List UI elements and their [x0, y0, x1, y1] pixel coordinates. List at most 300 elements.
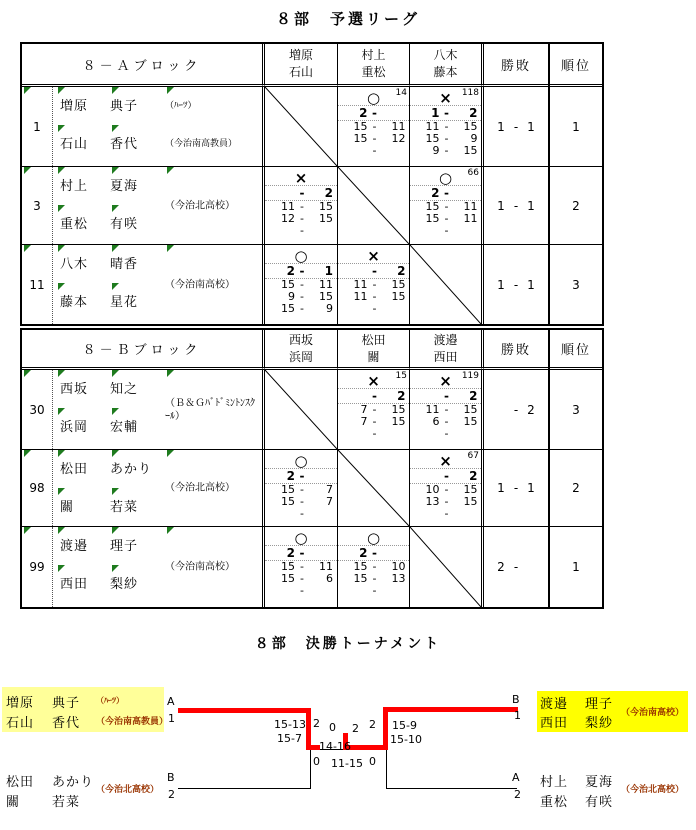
rank-header: 順位	[550, 330, 602, 370]
seed-number: 2	[168, 788, 175, 801]
wins: 1	[497, 198, 505, 213]
losses: 1	[527, 198, 535, 213]
dash: -	[444, 186, 449, 200]
block-b-table	[20, 328, 604, 609]
player-surname: 關	[6, 795, 21, 810]
comment-marker-icon	[58, 408, 65, 415]
wins: 1	[497, 119, 505, 134]
game-score	[269, 585, 295, 597]
club-name: （今治南高教員）	[165, 139, 238, 149]
game-score: 15	[281, 560, 295, 573]
game-score: 15	[353, 572, 368, 585]
result-mark: ×	[439, 372, 452, 390]
game-score: 15	[281, 302, 295, 315]
result-mark: ×	[294, 169, 308, 187]
team-cell	[22, 245, 262, 324]
player-givenname: 梨紗	[585, 716, 614, 731]
winner-path	[383, 707, 388, 750]
club-name: （今治南高教員）	[96, 717, 169, 727]
block-tag: A	[167, 695, 175, 708]
match-number: 118	[461, 88, 479, 98]
dash: -	[300, 572, 304, 585]
winloss-cell	[484, 167, 548, 245]
opponent-name: 藤本	[433, 65, 458, 79]
games-lost: 2	[397, 264, 406, 278]
game-score: 15	[319, 290, 333, 303]
opponent-name: 増原	[288, 48, 313, 62]
games-tally: 0	[329, 721, 336, 734]
dash: -	[444, 144, 449, 157]
comment-marker-icon	[24, 527, 31, 534]
comment-marker-icon	[24, 450, 31, 457]
game-score: 15	[391, 290, 406, 303]
losses: 1	[527, 277, 535, 292]
player-givenname: あかり	[52, 775, 95, 790]
game-score: 15	[319, 212, 333, 225]
dash: -	[372, 120, 377, 133]
games-lost: 2	[324, 186, 333, 200]
match-result-cell	[337, 527, 409, 607]
club-name: （今治北高校）	[96, 785, 160, 795]
bracket-line	[386, 788, 517, 789]
comment-marker-icon	[167, 450, 174, 457]
game-score: 15	[319, 200, 333, 213]
games-won	[342, 389, 368, 403]
dash: -	[444, 427, 449, 440]
player-givenname: 宏輔	[110, 420, 139, 435]
player-givenname: 知之	[110, 382, 139, 397]
rank-cell: 2	[550, 167, 602, 245]
comment-marker-icon	[167, 527, 174, 534]
result-mark: ×	[439, 89, 452, 107]
winloss-header: 勝敗	[484, 330, 548, 370]
match-result-cell	[265, 245, 337, 324]
opponent-name: 浜岡	[288, 349, 313, 364]
player-surname: 村上	[540, 775, 569, 790]
entry-number: 3	[33, 198, 41, 213]
game-score: 7	[360, 415, 368, 428]
dash: -	[513, 481, 519, 495]
winner-path	[383, 707, 518, 712]
comment-marker-icon	[58, 527, 65, 534]
game-score	[309, 508, 333, 520]
result-mark: ×	[367, 372, 380, 390]
bracket-team-murakami-shigematsu	[537, 766, 688, 811]
losses: 1	[527, 119, 535, 134]
game-score: 15	[281, 278, 295, 291]
match-score: 15-10	[390, 733, 422, 746]
opponent-header	[409, 330, 481, 370]
game-score	[382, 585, 406, 597]
game-score	[342, 428, 368, 440]
result-mark: ○	[294, 529, 308, 547]
game-score: 11	[463, 212, 478, 225]
games-lost	[382, 546, 406, 560]
games-lost	[454, 186, 478, 200]
match-score: 15-9	[392, 719, 417, 732]
match-result-cell	[409, 370, 481, 450]
bracket-team-masuhara-ishiyama	[2, 687, 169, 732]
game-score	[382, 303, 406, 315]
comment-marker-icon	[58, 283, 65, 290]
player-surname: 關	[60, 500, 75, 515]
games-lost: 2	[397, 389, 406, 403]
opponent-header	[337, 330, 409, 370]
seed-number: 2	[514, 788, 521, 801]
dash: -	[513, 277, 519, 292]
result-mark: ×	[439, 452, 452, 470]
comment-marker-icon	[112, 408, 119, 415]
result-mark: ○	[294, 247, 308, 265]
losses: 2	[527, 402, 535, 417]
game-score: 11	[463, 200, 478, 213]
player-givenname: 理子	[110, 539, 139, 554]
game-score: 15	[463, 495, 478, 508]
diagonal-cell	[337, 450, 409, 527]
wins: 1	[497, 277, 505, 292]
opponent-header	[265, 330, 337, 370]
wins: 1	[497, 481, 505, 495]
game-score	[454, 225, 478, 237]
game-score	[309, 225, 333, 237]
dash: -	[372, 415, 377, 428]
player-surname: 浜岡	[60, 420, 89, 435]
dash: -	[444, 415, 449, 428]
wins: 2	[497, 560, 505, 574]
game-score: 15	[425, 200, 440, 213]
player-surname: 増原	[60, 99, 89, 114]
comment-marker-icon	[58, 167, 65, 174]
entry-number: 11	[29, 277, 45, 292]
game-score: 13	[425, 495, 440, 508]
games-won: 2	[431, 186, 440, 200]
game-score: 9	[326, 302, 333, 315]
comment-marker-icon	[167, 245, 174, 252]
rank-cell: 1	[572, 560, 580, 574]
games-won: 2	[286, 469, 295, 483]
games-lost	[309, 469, 333, 483]
dash: -	[372, 144, 377, 157]
winloss-cell	[484, 87, 548, 167]
team-cell	[22, 87, 262, 167]
comment-marker-icon	[24, 245, 31, 252]
game-score: 10	[425, 483, 440, 496]
game-score	[414, 428, 440, 440]
dash: -	[372, 264, 377, 278]
game-score: 7	[360, 403, 368, 416]
club-name: （今治北高校）	[621, 785, 685, 795]
game-score	[342, 303, 368, 315]
entry-number: 30	[29, 402, 45, 417]
comment-marker-icon	[112, 245, 119, 252]
winloss-cell	[484, 245, 548, 324]
player-givenname: 若菜	[52, 795, 81, 810]
seed-number: 1	[168, 712, 175, 725]
game-score: 7	[326, 495, 333, 508]
games-won: 2	[286, 264, 295, 278]
comment-marker-icon	[167, 167, 174, 174]
game-score	[342, 585, 368, 597]
game-score: 15	[281, 495, 295, 508]
games-lost: 2	[469, 389, 478, 403]
games-tally: 2	[369, 718, 376, 731]
winner-path	[306, 745, 320, 750]
rank-cell: 2	[550, 450, 602, 527]
opponent-name: 渡邉	[433, 332, 458, 347]
dash: -	[300, 290, 304, 303]
game-score	[382, 428, 406, 440]
game-score	[342, 145, 368, 157]
match-number: 14	[395, 88, 407, 98]
game-score: 9	[470, 132, 478, 145]
diagonal-cell	[409, 245, 481, 324]
game-score: 15	[425, 132, 440, 145]
player-surname: 西坂	[60, 382, 89, 397]
opponent-name: 西坂	[288, 332, 313, 347]
match-score: 11-15	[331, 757, 363, 770]
dash: -	[300, 278, 304, 291]
player-surname: 重松	[540, 795, 569, 810]
block-tag: A	[512, 771, 520, 784]
opponent-header	[337, 44, 409, 87]
player-givenname: 香代	[110, 137, 139, 152]
dash: -	[372, 560, 377, 573]
game-score	[269, 508, 295, 520]
diagonal-cell	[409, 527, 481, 607]
game-score: 11	[353, 290, 368, 303]
dash: -	[372, 546, 377, 560]
match-score: 14-16	[319, 740, 351, 753]
dash: -	[444, 106, 449, 120]
dash: -	[372, 389, 377, 403]
opponent-header	[409, 44, 481, 87]
opponent-name: 西田	[433, 349, 458, 364]
rank-cell: 1	[550, 87, 602, 167]
match-result-cell	[409, 87, 481, 167]
dash: -	[372, 302, 377, 315]
comment-marker-icon	[112, 488, 119, 495]
game-score: 15	[463, 120, 478, 133]
dash: -	[300, 200, 304, 213]
dash: -	[372, 278, 377, 291]
player-surname: 村上	[60, 179, 89, 194]
match-result-cell	[337, 245, 409, 324]
dash: -	[513, 402, 519, 417]
player-givenname: 夏海	[585, 775, 614, 790]
entry-number: 1	[33, 119, 41, 134]
games-lost: 2	[469, 469, 478, 483]
team-cell	[22, 167, 262, 245]
opponent-name: 關	[367, 349, 380, 364]
comment-marker-icon	[112, 450, 119, 457]
dash: -	[372, 403, 377, 416]
result-mark: ○	[294, 452, 308, 470]
comment-marker-icon	[24, 87, 31, 94]
match-number: 119	[461, 371, 479, 381]
match-number: 66	[467, 168, 479, 178]
dash: -	[444, 132, 449, 145]
bracket-team-matsuda-seki	[2, 766, 164, 811]
game-score: 6	[432, 415, 440, 428]
game-score: 11	[425, 403, 440, 416]
entry-number: 98	[29, 481, 45, 495]
seed-number: 1	[514, 709, 521, 722]
team-cell	[22, 370, 262, 450]
winner-path	[306, 708, 311, 750]
team-cell	[22, 527, 262, 607]
game-score: 11	[319, 560, 333, 573]
block-tag: B	[512, 693, 520, 706]
dash: -	[299, 186, 305, 200]
dash: -	[300, 212, 304, 225]
player-surname: 西田	[60, 577, 89, 592]
winner-path	[178, 708, 311, 713]
result-mark: ○	[438, 169, 453, 187]
player-givenname: 有咲	[110, 217, 139, 232]
bracket-line	[178, 788, 310, 789]
game-score	[454, 428, 478, 440]
player-surname: 石山	[60, 137, 89, 152]
game-score: 7	[326, 483, 333, 496]
result-mark: ○	[366, 529, 381, 547]
match-result-cell	[265, 450, 337, 527]
dash: -	[444, 469, 449, 483]
diagonal-cell	[265, 87, 337, 167]
games-lost: 1	[324, 264, 333, 278]
game-score: 15	[463, 403, 478, 416]
dash: -	[372, 584, 377, 597]
dash: -	[372, 290, 377, 303]
block-tag: B	[167, 771, 175, 784]
dash: -	[300, 495, 304, 508]
player-givenname: 有咲	[585, 795, 614, 810]
club-name: （今治南高校）	[621, 708, 685, 718]
opponent-name: 石山	[288, 65, 313, 79]
dash: -	[513, 198, 519, 213]
game-score: 15	[281, 572, 295, 585]
game-score	[309, 585, 333, 597]
dash: -	[444, 212, 449, 225]
dash: -	[513, 560, 519, 574]
comment-marker-icon	[58, 488, 65, 495]
block-a-table	[20, 42, 604, 326]
comment-marker-icon	[112, 87, 119, 94]
games-won: 2	[359, 546, 368, 560]
comment-marker-icon	[112, 370, 119, 377]
game-score: 11	[425, 120, 440, 133]
dash: -	[444, 120, 449, 133]
dash: -	[300, 224, 304, 237]
player-givenname: 典子	[110, 99, 139, 114]
match-score: 15-7	[277, 732, 302, 745]
dash: -	[300, 584, 304, 597]
games-won	[342, 264, 368, 278]
games-tally: 2	[313, 717, 320, 730]
game-score: 15	[353, 120, 368, 133]
comment-marker-icon	[112, 125, 119, 132]
opponent-name: 八木	[433, 48, 458, 62]
game-score: 11	[281, 200, 295, 213]
final-tournament-title: ８部 決勝トーナメント	[254, 636, 442, 652]
match-score: 15-13	[274, 718, 306, 731]
games-won	[414, 389, 440, 403]
game-score: 11	[391, 120, 406, 133]
game-score: 6	[326, 572, 333, 585]
game-score: 15	[391, 278, 406, 291]
comment-marker-icon	[112, 283, 119, 290]
opponent-name: 松田	[361, 332, 386, 347]
player-surname: 西田	[540, 716, 569, 731]
game-score: 15	[463, 144, 478, 157]
match-result-cell	[337, 370, 409, 450]
player-surname: 重松	[60, 217, 89, 232]
game-score: 15	[463, 483, 478, 496]
opponent-name: 重松	[361, 65, 386, 79]
game-score: 10	[391, 560, 406, 573]
wins	[493, 403, 509, 417]
player-givenname: 若菜	[110, 500, 139, 515]
comment-marker-icon	[112, 167, 119, 174]
diagonal-cell	[265, 370, 337, 450]
games-tally: 0	[369, 755, 376, 768]
comment-marker-icon	[24, 370, 31, 377]
match-result-cell	[265, 527, 337, 607]
game-score: 9	[288, 290, 295, 303]
game-score: 15	[353, 560, 368, 573]
comment-marker-icon	[58, 370, 65, 377]
club-name: （ﾊｰﾂ）	[165, 101, 197, 111]
losses: 1	[527, 481, 535, 495]
game-score	[414, 508, 440, 520]
dash: -	[444, 507, 449, 520]
player-surname: 渡邉	[540, 697, 569, 712]
player-surname: 渡邉	[60, 539, 89, 554]
game-score: 15	[463, 415, 478, 428]
game-score: 15	[353, 132, 368, 145]
game-score: 11	[353, 278, 368, 291]
rank-cell: 3	[550, 370, 602, 450]
game-score: 15	[391, 415, 406, 428]
dash: -	[372, 106, 377, 120]
game-score	[382, 145, 406, 157]
game-score: 15	[281, 483, 295, 496]
games-won: 2	[286, 546, 295, 560]
player-surname: 藤本	[60, 295, 89, 310]
dash: -	[300, 507, 304, 520]
comment-marker-icon	[58, 87, 65, 94]
game-score: 15	[391, 403, 406, 416]
player-givenname: 晴香	[110, 257, 139, 272]
comment-marker-icon	[24, 167, 31, 174]
game-score: 12	[281, 212, 295, 225]
dash: -	[300, 483, 304, 496]
dash: -	[444, 224, 449, 237]
club-name: （今治南高校）	[165, 279, 235, 290]
dash: -	[300, 560, 304, 573]
result-mark: ×	[367, 247, 380, 265]
match-result-cell	[409, 167, 481, 245]
game-score: 13	[391, 572, 406, 585]
dash: -	[444, 495, 449, 508]
comment-marker-icon	[112, 205, 119, 212]
dash: -	[513, 119, 519, 134]
comment-marker-icon	[58, 450, 65, 457]
player-givenname: 星花	[110, 295, 139, 310]
comment-marker-icon	[112, 565, 119, 572]
match-result-cell	[265, 167, 337, 245]
losses	[523, 560, 539, 574]
match-number: 15	[395, 371, 407, 381]
